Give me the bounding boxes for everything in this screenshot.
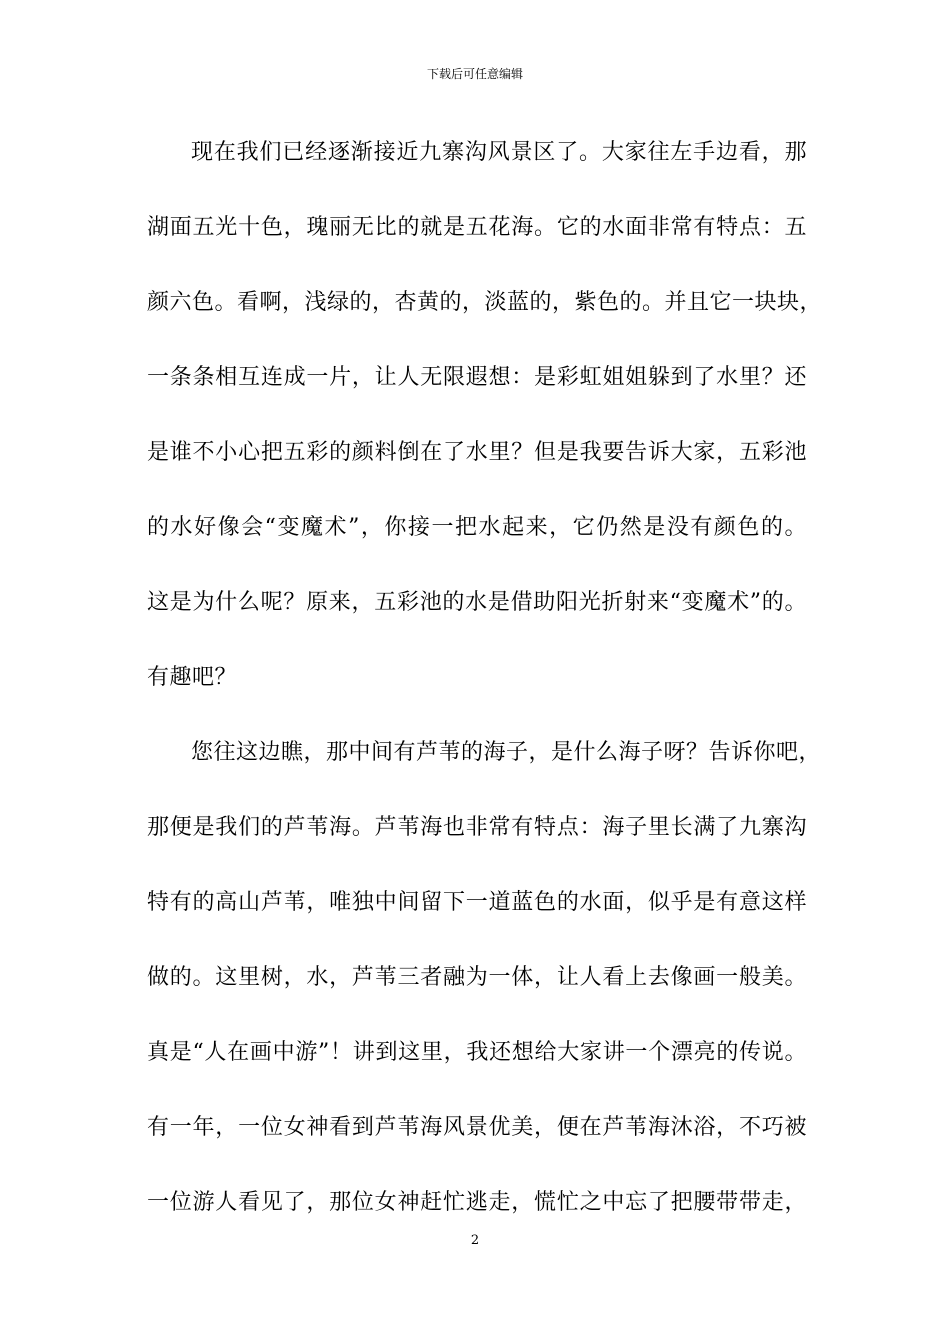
paragraph-line: 有趣吧？ (147, 665, 238, 690)
paragraph-line: 一条条相互连成一片，让人无限遐想：是彩虹姐姐躲到了水里？还 (147, 365, 807, 390)
paragraph-line: 做的。这里树，水，芦苇三者融为一体，让人看上去像画一般美。 (147, 965, 807, 990)
paragraph-line: 是谁不小心把五彩的颜料倒在了水里？但是我要告诉大家，五彩池 (147, 440, 807, 465)
paragraph-line: 颜六色。看啊，浅绿的，杏黄的，淡蓝的，紫色的。并且它一块块， (147, 290, 823, 315)
page-header: 下载后可任意编辑 (426, 67, 523, 81)
page-number: 2 (470, 1233, 480, 1248)
paragraph-line: 现在我们已经逐渐接近九寨沟风景区了。大家往左手边看，那 (191, 140, 807, 165)
body-text (147, 133, 823, 1258)
paragraph-line: 一位游人看见了，那位女神赶忙逃走，慌忙之中忘了把腰带带走， (147, 1190, 807, 1215)
paragraph-line: 那便是我们的芦苇海。芦苇海也非常有特点：海子里长满了九寨沟 (147, 815, 807, 840)
paragraph-2 (147, 733, 822, 1258)
paragraph-line: 真是“人在画中游”！讲到这里，我还想给大家讲一个漂亮的传说。 (147, 1040, 807, 1065)
paragraph-line: 湖面五光十色，瑰丽无比的就是五花海。它的水面非常有特点：五 (147, 215, 807, 240)
paragraph-line: 这是为什么呢？原来，五彩池的水是借助阳光折射来“变魔术”的。 (147, 590, 807, 615)
paragraph-line: 的水好像会“变魔术”，你接一把水起来，它仍然是没有颜色的。 (147, 515, 807, 540)
paragraph-1 (147, 133, 823, 733)
paragraph-line: 有一年，一位女神看到芦苇海风景优美，便在芦苇海沐浴，不巧被 (147, 1115, 807, 1140)
paragraph-line: 您往这边瞧，那中间有芦苇的海子，是什么海子呀？告诉你吧， (191, 740, 822, 765)
paragraph-line: 特有的高山芦苇，唯独中间留下一道蓝色的水面，似乎是有意这样 (147, 890, 807, 915)
